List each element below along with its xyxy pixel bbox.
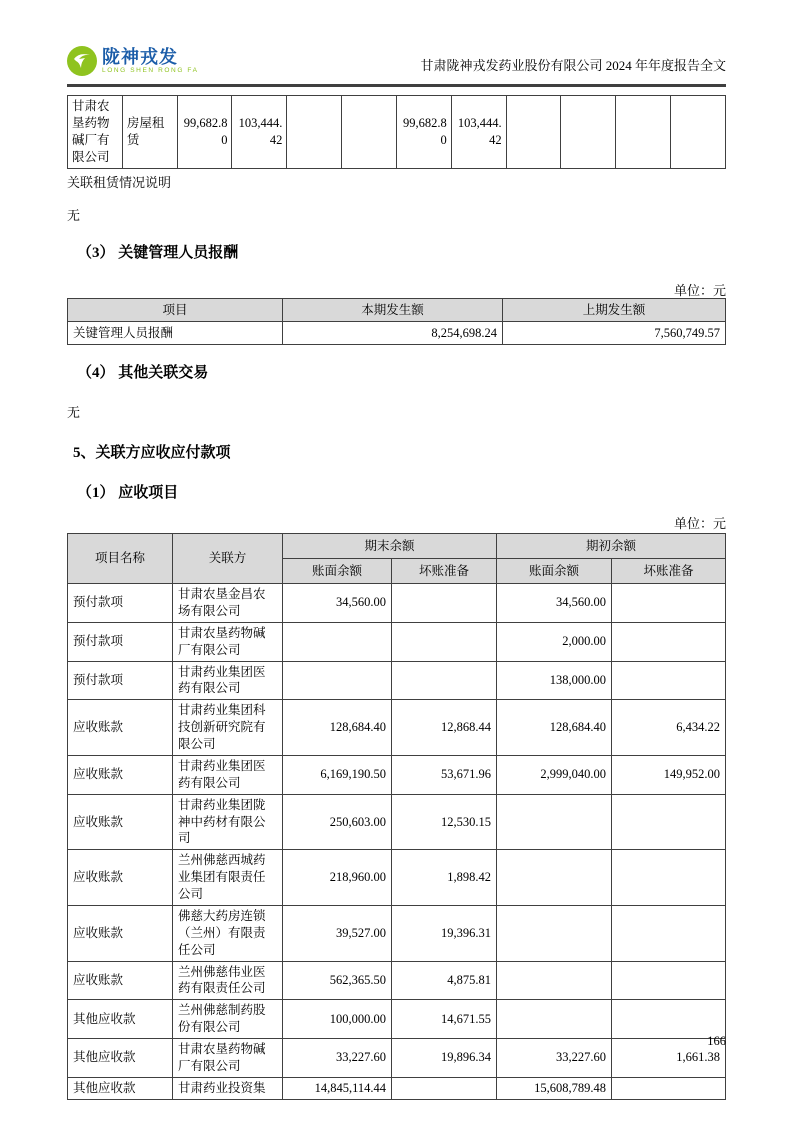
lease-note-label: 关联租赁情况说明 xyxy=(67,175,172,190)
column-header-bad: 坏账准备 xyxy=(612,559,726,584)
table-cell xyxy=(392,584,497,623)
table-cell xyxy=(612,622,726,661)
page-number: 166 xyxy=(707,1034,726,1048)
table-cell xyxy=(497,1000,612,1039)
table-cell xyxy=(671,96,726,169)
table-cell: 关键管理人员报酬 xyxy=(68,322,283,345)
table-cell xyxy=(561,96,616,169)
column-header-bad: 坏账准备 xyxy=(392,559,497,584)
table-cell: 7,560,749.57 xyxy=(503,322,726,345)
logo-company-name-pinyin: LONG SHEN RONG FA xyxy=(102,66,199,74)
table-cell xyxy=(497,905,612,961)
table-cell: 103,444.42 xyxy=(232,96,287,169)
table-header-row xyxy=(68,299,726,322)
table-cell xyxy=(287,96,342,169)
table-cell xyxy=(283,661,392,700)
table-cell xyxy=(612,961,726,1000)
table-row xyxy=(68,584,726,623)
table-cell xyxy=(497,850,612,906)
table-cell: 房屋租赁 xyxy=(122,96,177,169)
logo-text-block xyxy=(102,48,199,75)
table-cell: 250,603.00 xyxy=(283,794,392,850)
table-cell: 12,530.15 xyxy=(392,794,497,850)
table-row xyxy=(68,1077,726,1099)
table-cell: 6,169,190.50 xyxy=(283,755,392,794)
column-header-closing: 期末余额 xyxy=(283,534,497,559)
table-row xyxy=(68,322,726,345)
table-cell: 149,952.00 xyxy=(612,755,726,794)
table-cell: 甘肃农垦药物碱厂有限公司 xyxy=(173,622,283,661)
table-cell: 预付款项 xyxy=(68,622,173,661)
table-cell: 128,684.40 xyxy=(283,700,392,756)
section3-heading: （3） 关键管理人员报酬 xyxy=(77,245,239,261)
table-cell: 6,434.22 xyxy=(612,700,726,756)
receivables-table xyxy=(67,533,726,1100)
table-cell: 138,000.00 xyxy=(497,661,612,700)
table-cell xyxy=(342,96,397,169)
column-header-book: 账面余额 xyxy=(497,559,612,584)
table-cell: 应收账款 xyxy=(68,755,173,794)
logo-icon xyxy=(67,46,97,76)
table-cell: 14,671.55 xyxy=(392,1000,497,1039)
table-cell: 应收账款 xyxy=(68,794,173,850)
table-cell xyxy=(392,661,497,700)
compensation-table xyxy=(67,298,726,345)
table-row xyxy=(68,1039,726,1078)
table-cell: 53,671.96 xyxy=(392,755,497,794)
column-header: 上期发生额 xyxy=(503,299,726,322)
table-cell: 103,444.42 xyxy=(451,96,506,169)
table-cell: 19,396.31 xyxy=(392,905,497,961)
column-header: 本期发生额 xyxy=(283,299,503,322)
table-cell: 甘肃药业集团医药有限公司 xyxy=(173,755,283,794)
table-cell xyxy=(506,96,561,169)
table-cell: 甘肃药业集团科技创新研究院有限公司 xyxy=(173,700,283,756)
section4-heading: （4） 其他关联交易 xyxy=(77,365,209,381)
section3-unit-label: 单位：元 xyxy=(673,283,726,298)
table-cell: 预付款项 xyxy=(68,584,173,623)
table-header-row xyxy=(68,534,726,559)
table-cell: 4,875.81 xyxy=(392,961,497,1000)
column-header-book: 账面余额 xyxy=(283,559,392,584)
table-cell: 应收账款 xyxy=(68,850,173,906)
table-cell: 甘肃农垦金昌农场有限公司 xyxy=(173,584,283,623)
table-cell: 99,682.80 xyxy=(396,96,451,169)
table-cell: 兰州佛慈制药股份有限公司 xyxy=(173,1000,283,1039)
table-cell xyxy=(392,1077,497,1099)
lease-note-value: 无 xyxy=(67,208,81,223)
table-cell: 2,000.00 xyxy=(497,622,612,661)
table-cell: 其他应收款 xyxy=(68,1000,173,1039)
table-cell: 应收账款 xyxy=(68,700,173,756)
table-cell xyxy=(612,661,726,700)
table-cell xyxy=(612,1000,726,1039)
table-cell: 甘肃农垦药物碱厂有限公司 xyxy=(68,96,123,169)
table-cell: 218,960.00 xyxy=(283,850,392,906)
column-header-opening: 期初余额 xyxy=(497,534,726,559)
table-cell xyxy=(612,584,726,623)
table-row xyxy=(68,700,726,756)
header-divider xyxy=(67,84,726,87)
table-cell: 其他应收款 xyxy=(68,1039,173,1078)
table-cell: 100,000.00 xyxy=(283,1000,392,1039)
table-cell xyxy=(497,961,612,1000)
document-header xyxy=(67,46,726,76)
table-cell xyxy=(612,905,726,961)
table-cell: 兰州佛慈西城药业集团有限责任公司 xyxy=(173,850,283,906)
table-cell xyxy=(283,622,392,661)
table-row xyxy=(68,755,726,794)
table-cell: 1,661.38 xyxy=(612,1039,726,1078)
table-cell xyxy=(392,622,497,661)
table-row xyxy=(68,905,726,961)
column-header-item: 项目名称 xyxy=(68,534,173,584)
section4-value: 无 xyxy=(67,405,81,420)
table-cell: 33,227.60 xyxy=(283,1039,392,1078)
section5-unit-label: 单位：元 xyxy=(673,516,726,531)
table-cell: 1,898.42 xyxy=(392,850,497,906)
table-cell xyxy=(612,794,726,850)
table-cell: 甘肃药业集团医药有限公司 xyxy=(173,661,283,700)
table-cell xyxy=(616,96,671,169)
table-cell: 佛慈大药房连锁（兰州）有限责任公司 xyxy=(173,905,283,961)
table-cell: 12,868.44 xyxy=(392,700,497,756)
table-row xyxy=(68,96,726,169)
table-cell: 19,896.34 xyxy=(392,1039,497,1078)
table-cell: 34,560.00 xyxy=(283,584,392,623)
table-row xyxy=(68,622,726,661)
table-cell: 应收账款 xyxy=(68,961,173,1000)
table-cell: 甘肃药业集团陇神中药材有限公司 xyxy=(173,794,283,850)
table-cell xyxy=(612,1077,726,1099)
table-cell: 99,682.80 xyxy=(177,96,232,169)
section5-sub-heading: （1） 应收项目 xyxy=(77,485,179,501)
table-cell: 562,365.50 xyxy=(283,961,392,1000)
table-cell: 33,227.60 xyxy=(497,1039,612,1078)
table-cell: 2,999,040.00 xyxy=(497,755,612,794)
table-cell xyxy=(612,850,726,906)
related-lease-table xyxy=(67,95,726,169)
table-cell: 兰州佛慈伟业医药有限责任公司 xyxy=(173,961,283,1000)
table-cell: 14,845,114.44 xyxy=(283,1077,392,1099)
table-cell: 预付款项 xyxy=(68,661,173,700)
table-cell: 其他应收款 xyxy=(68,1077,173,1099)
logo-company-name: 陇神戎发 xyxy=(102,46,178,67)
table-row xyxy=(68,1000,726,1039)
table-cell: 甘肃农垦药物碱厂有限公司 xyxy=(173,1039,283,1078)
table-cell: 甘肃药业投资集 xyxy=(173,1077,283,1099)
table-cell: 8,254,698.24 xyxy=(283,322,503,345)
company-logo xyxy=(67,46,199,76)
table-row xyxy=(68,661,726,700)
document-title: 甘肃陇神戎发药业股份有限公司 2024 年年度报告全文 xyxy=(420,58,726,73)
column-header: 项目 xyxy=(68,299,283,322)
table-cell: 39,527.00 xyxy=(283,905,392,961)
table-row xyxy=(68,961,726,1000)
section5-heading: 5、关联方应收应付款项 xyxy=(73,445,231,461)
table-cell: 128,684.40 xyxy=(497,700,612,756)
table-cell: 应收账款 xyxy=(68,905,173,961)
table-cell: 34,560.00 xyxy=(497,584,612,623)
column-header-party: 关联方 xyxy=(173,534,283,584)
table-cell: 15,608,789.48 xyxy=(497,1077,612,1099)
table-row xyxy=(68,850,726,906)
table-row xyxy=(68,794,726,850)
table-cell xyxy=(497,794,612,850)
